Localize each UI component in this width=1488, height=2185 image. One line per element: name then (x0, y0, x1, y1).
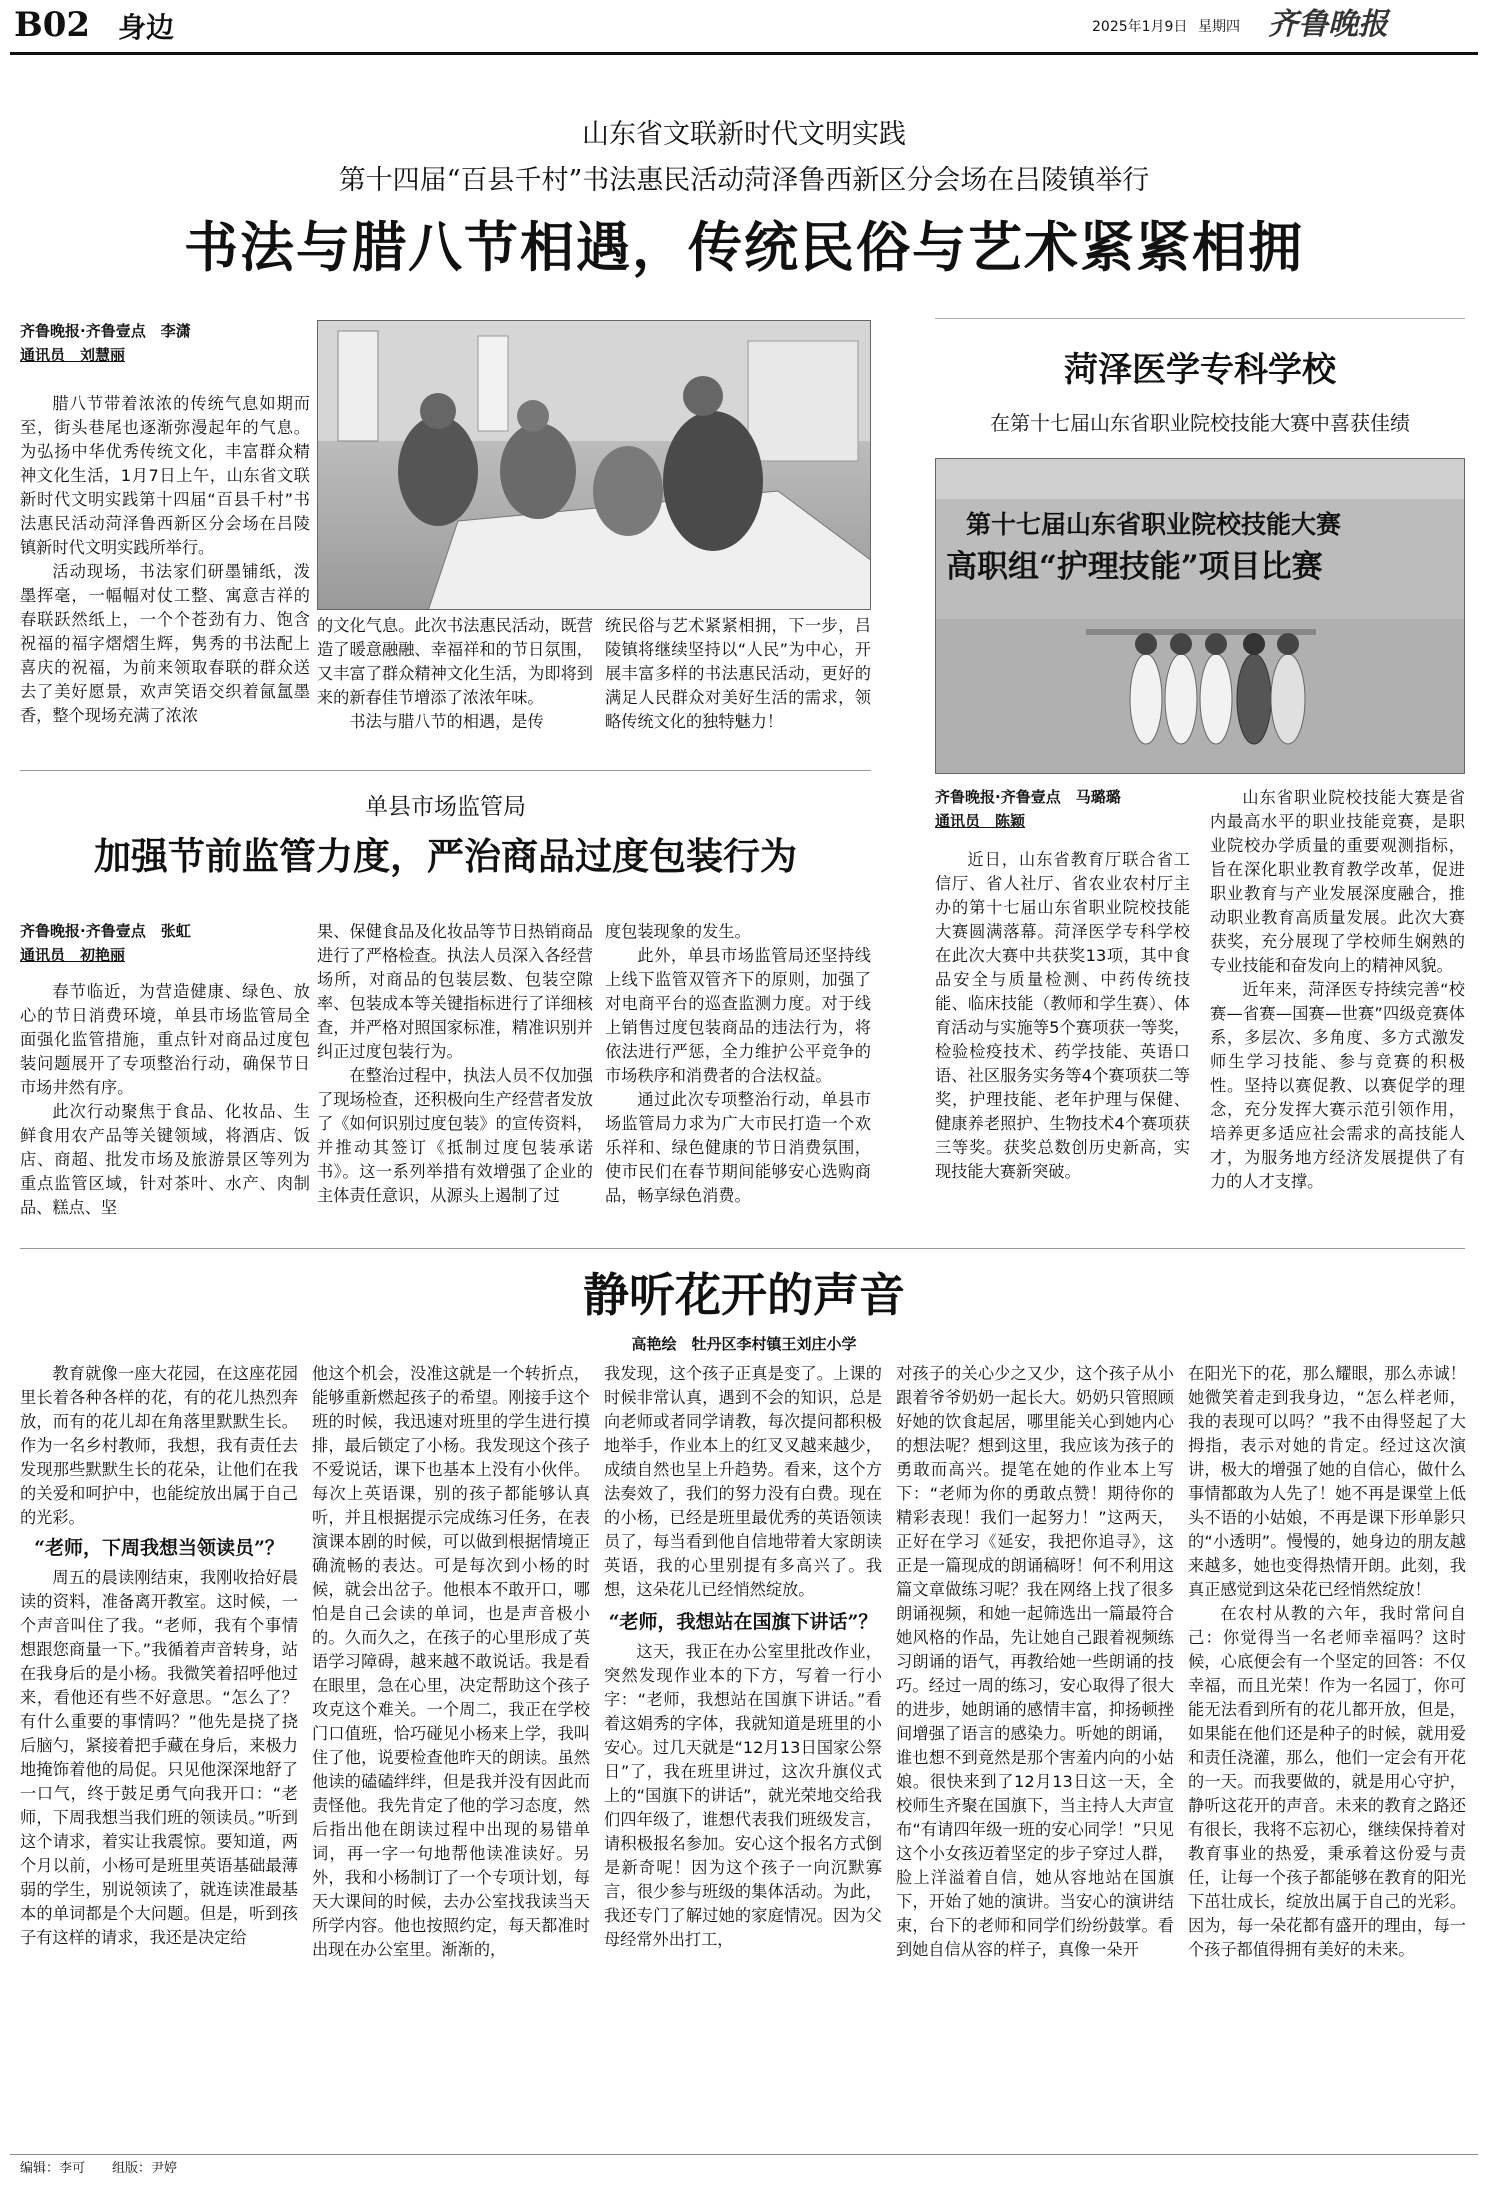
footer-rule (10, 2154, 1478, 2155)
a4-col-5 (1188, 1362, 1466, 2150)
a3-photo-competition (935, 458, 1465, 774)
footer-design: 组版：尹婷 (112, 2161, 178, 2176)
a4-subhead-1: “老师，下周我想当领读员”？ (34, 1537, 284, 1559)
a4-col-2 (312, 1362, 590, 2150)
a1-col-1 (20, 392, 310, 758)
a2-top-rule (20, 770, 871, 771)
a1-byline-reporter: 齐鲁晚报·齐鲁壹点 李潇 (20, 322, 191, 340)
a1-col-3 (605, 614, 871, 764)
a4-paragraph: 周五的晨读刚结束，我刚收拾好晨读的资料，准备离开教室。这时候，一个声音叫住了我。“老师，我有个事情想跟您商量一下。”我循着声音转身，站在我身后的是小杨。我微笑着招呼他过来，看他还有些不好意思。“怎么了？有什么重要的事情吗？”他先是挠了挠后脑勺，紧接着把手藏在身后，来极力地掩饰着他的局促。只见他深深地舒了一口气，终于鼓足勇气向我开口：“老师，下周我想当我们班的领读员。”听到这个请求，着实让我震惊。要知道，两个月以前，小杨可是班里英语基础最薄弱的学生，别说领读了，就连读准最基本的单词都是个大问题。但是，听到孩子有这样的请求，我还是决定给 (20, 1568, 298, 1947)
section-name: 身边 (118, 11, 175, 44)
a4-paragraph: 他这个机会，没准这就是一个转折点，能够重新燃起孩子的希望。刚接手这个班的时候，我迅速对班里的学生进行摸排，最后锁定了小杨。我发现这个孩子不爱说话，课下也基本上没有小伙伴。每次上英语课，别的孩子都能够认真听，并且根据提示完成练习任务，在表演课本剧的时候，可以做到根据情境正确流畅的表达。可是每次到小杨的时候，就会出岔子。他根本不敢开口，哪怕是自己会读的单词，也是声音极小的。久而久之，在孩子的心里形成了英语学习障碍，越来越不敢说话。我是看在眼里，急在心里，决定帮助这个孩子攻克这个难关。一个周二，我正在学校门口值班，恰巧碰见小杨来上学，我叫住了他，说要检查他昨天的朗读。虽然他读的磕磕绊绊，但是我并没有因此而责怪他。我先肯定了他的学习态度，然后指出他在朗读过程中出现的易错单词，再一字一句地帮他读准读好。另外，我和小杨制订了一个专项计划，每天大课间的时候，去办公室找我读当天所学内容。他也按照约定，每天都准时出现在办公室里。渐渐的， (312, 1364, 590, 1959)
a3-top-rule (935, 318, 1465, 319)
a1-kicker-1: 山东省文联新时代文明实践 (582, 119, 906, 150)
a4-subhead-2: “老师，我想站在国旗下讲话”？ (608, 1611, 878, 1633)
a3-subheadline: 在第十七届山东省职业院校技能大赛中喜获佳绩 (990, 411, 1410, 435)
banner-text-1: 第十七届山东省职业院校技能大赛 (966, 510, 1342, 539)
a2-col-2 (317, 920, 593, 1236)
a4-col-4 (896, 1362, 1174, 2150)
calligraphy-scene-image (318, 321, 871, 610)
a1-kicker-2: 第十四届“百县千村”书法惠民活动菏泽鲁西新区分会场在吕陵镇举行 (338, 165, 1150, 196)
a3-headline: 菏泽医学专科学校 (1064, 350, 1336, 390)
a4-paragraph: 对孩子的关心少之又少，这个孩子从小跟着爷爷奶奶一起长大。奶奶只管照顾好她的饮食起居，哪里能关心到她内心的想法呢？想到这里，我应该为孩子的勇敢而高兴。提笔在她的作业本上写下：“老师为你的勇敢点赞！期待你的精彩表现！我们一起努力！”这两天，正好在学习《延安，我把你追寻》，这正是一篇现成的朗诵稿呀！何不利用这篇文章做练习呢？我在网络上找了很多朗诵视频，和她一起筛选出一篇最符合她风格的作品，先让她自己跟着视频练习朗诵的语气，再教给她一些朗诵的技巧。经过一周的练习，安心取得了很大的进步，她朗诵的感情丰富，抑扬顿挫间增强了语言的感染力。听她的朗诵，谁也想不到竟然是那个害羞内向的小姑娘。很快来到了12月13日这一天，全校师生齐聚在国旗下，当主持人大声宣布“有请四年级一班的安心同学！”只见这个小女孩迈着坚定的步子穿过人群，脸上洋溢着自信，她从容地站在国旗下，开始了她的演讲。当安心的演讲结束，台下的老师和同学们纷纷鼓掌。看到她自信从容的样子，真像一朵开 (896, 1364, 1174, 1959)
a2-headline: 加强节前监管力度，严治商品过度包装行为 (94, 834, 797, 878)
a2-col-1 (20, 980, 310, 1236)
a3-paragraph: 近日，山东省教育厅联合省工信厅、省人社厅、省农业农村厅主办的第十七届山东省职业院校技能大赛圆满落幕。菏泽医学专科学校在此次大赛中共获奖13项，其中食品安全与质量检测、中药传统技能、临床技能（教师和学生赛）、体育活动与实施等5个赛项获一等奖，检验检疫技术、药学技能、英语口语、社区服务实务等4个赛项获二等奖，护理技能、老年护理与保健、健康养老照护、生物技术4个赛项获三等奖。获奖总数创历史新高，实现技能大赛新突破。 (935, 850, 1190, 1181)
footer-editor: 编辑：李可 (20, 2161, 86, 2176)
a4-top-rule (20, 1248, 1465, 1249)
a2-byline-correspondent: 通讯员 初艳丽 (20, 946, 126, 964)
newspaper-logo: 齐鲁晚报 (1268, 7, 1388, 42)
a2-paragraph: 果、保健食品及化妆品等节日热销商品进行了严格检查。执法人员深入各经营场所，对商品的包装层数、包装空隙率、包装成本等关键指标进行了详细核查，并严格对照国家标准，精准识别并纠正过度包装行为。 (317, 922, 593, 1061)
a1-paragraph: 的文化气息。此次书法惠民活动，既营造了暖意融融、幸福祥和的节日氛围，又丰富了群众精神文化生活，为即将到来的新春佳节增添了浓浓年味。 (317, 616, 593, 707)
a1-byline-correspondent: 通讯员 刘慧丽 (20, 346, 126, 364)
a3-byline-reporter: 齐鲁晚报·齐鲁壹点 马璐璐 (935, 788, 1121, 806)
a1-paragraph: 活动现场，书法家们研墨铺纸，泼墨挥毫，一幅幅对仗工整、寓意吉祥的春联跃然纸上，一个个苍劲有力、饱含祝福的福字熠熠生辉，隽秀的书法配上喜庆的祝福，为前来领取春联的群众送去了美好愿景，欢声笑语交织着氤氲墨香，整个现场充满了浓浓 (20, 562, 310, 725)
a4-author: 高艳绘 牡丹区李村镇王刘庄小学 (631, 1335, 857, 1353)
a4-paragraph: 我发现，这个孩子正真是变了。上课的时候非常认真，遇到不会的知识，总是向老师或者同学请教，每次提问都积极地举手，作业本上的红叉叉越来越少，成绩自然也呈上升趋势。看来，这个方法奏效了，我们的努力没有白费。现在的小杨，已经是班里最优秀的英语领读员了，每当看到他自信地带着大家朗读英语，我的心里别提有多高兴了。我想，这朵花儿已经悄然绽放。 (604, 1364, 882, 1599)
a3-col-2 (1210, 786, 1465, 1236)
a2-col-3 (605, 920, 871, 1236)
a4-paragraph: 这天，我正在办公室里批改作业，突然发现作业本的下方，写着一行小字：“老师，我想站在国旗下讲话。”看着这娟秀的字体，我就知道是班里的小安心。过几天就是“12月13日国家公祭日”了，我在班里讲过，这次升旗仪式上的“国旗下的讲话”，就光荣地交给我们四年级了，谁想代表我们班级发言，请积极报名参加。安心这个报名方式倒是新奇呢！因为这个孩子一向沉默寡言，很少参与班级的集体活动。为此，我还专门了解过她的家庭情况。因为父母经常外出打工， (604, 1642, 882, 1949)
a3-byline-correspondent: 通讯员 陈颖 (935, 812, 1026, 830)
a2-kicker: 单县市场监管局 (365, 794, 526, 820)
page-code: B02 (14, 5, 91, 45)
a1-col-2 (317, 614, 593, 764)
header-rule (10, 52, 1478, 55)
issue-date: 2025年1月9日 (1092, 19, 1188, 35)
a1-paragraph: 书法与腊八节的相遇，是传 (349, 712, 544, 731)
banner-text-2: 高职组“护理技能”项目比赛 (946, 549, 1323, 585)
a2-paragraph: 通过此次专项整治行动，单县市场监管局力求为广大市民打造一个欢乐祥和、绿色健康的节日消费氛围，使市民们在春节期间能够安心选购商品，畅享绿色消费。 (605, 1090, 871, 1205)
a4-col-3 (604, 1362, 882, 2150)
a1-paragraph: 统民俗与艺术紧紧相拥，下一步，吕陵镇将继续坚持以“人民”为中心，开展丰富多样的书法惠民活动，更好的满足人民群众对美好生活的需求，领略传统文化的独特魅力！ (605, 616, 871, 731)
a2-paragraph: 此次行动聚焦于食品、化妆品、生鲜食用农产品等关键领域，将酒店、饭店、商超、批发市场及旅游景区等列为重点监管区域，针对茶叶、水产、肉制品、糕点、坚 (20, 1102, 310, 1217)
a4-headline: 静听花开的声音 (583, 1268, 905, 1322)
a1-headline: 书法与腊八节相遇，传统民俗与艺术紧紧相拥 (184, 215, 1304, 279)
a2-paragraph: 此外，单县市场监管局还坚持线上线下监管双管齐下的原则，加强了对电商平台的巡查监测力度。对于线上销售过度包装商品的违法行为，将依法进行严惩，全力维护公平竞争的市场秩序和消费者的合法权益。 (605, 946, 871, 1085)
a4-col-1 (20, 1362, 298, 2150)
a1-photo-calligraphy (317, 320, 871, 610)
a2-paragraph: 春节临近，为营造健康、绿色、放心的节日消费环境，单县市场监管局全面强化监管措施，重点针对商品过度包装问题展开了专项整治行动，确保节日市场井然有序。 (20, 982, 310, 1097)
a2-paragraph: 度包装现象的发生。 (605, 922, 751, 941)
a3-paragraph: 近年来，菏泽医专持续完善“校赛—省赛—国赛—世赛”四级竞赛体系，多层次、多角度、多方式激发师生学习技能、参与竞赛的积极性。坚持以赛促教、以赛促学的理念，充分发挥大赛示范引领作用，培养更多适应社会需求的高技能人才，为服务地方经济发展提供了有力的人才支撑。 (1210, 980, 1465, 1191)
a3-paragraph: 山东省职业院校技能大赛是省内最高水平的职业技能竞赛，是职业院校办学质量的重要观测指标，旨在深化职业教育教学改革，促进职业教育与产业发展深度融合，推动职业教育高质量发展。此次大赛获奖，充分展现了学校师生娴熟的专业技能和奋发向上的精神风貌。 (1210, 788, 1465, 975)
a4-paragraph: 教育就像一座大花园，在这座花园里长着各种各样的花，有的花儿热烈奔放，而有的花儿却在角落里默默生长。作为一名乡村教师，我想，我有责任去发现那些默默生长的花朵，让他们在我的关爱和呵护中，也能绽放出属于自己的光彩。 (20, 1364, 298, 1527)
issue-weekday: 星期四 (1198, 19, 1240, 35)
a4-paragraph: 在农村从教的六年，我时常问自己：你觉得当一名老师幸福吗？这时候，心底便会有一个坚定的回答：不仅幸福，而且光荣！作为一名园丁，你可能无法看到所有的花儿都开放，但是，如果能在他们还是种子的时候，就用爱和责任浇灌，那么，他们一定会有开花的一天。而我要做的，就是用心守护，静听这花开的声音。未来的教育之路还有很长，我将不忘初心，继续保持着对教育事业的热爱，秉承着这份爱与责任，让每一个孩子都能够在教育的阳光下茁壮成长，绽放出属于自己的光彩。因为，每一朵花都有盛开的理由，每一个孩子都值得拥有美好的未来。 (1188, 1604, 1466, 1959)
a1-paragraph: 腊八节带着浓浓的传统气息如期而至，街头巷尾也逐渐弥漫起年的气息。为弘扬中华优秀传统文化，丰富群众精神文化生活，1月7日上午，山东省文联新时代文明实践第十四届“百县千村”书法惠民活动菏泽鲁西新区分会场在吕陵镇新时代文明实践所举行。 (20, 394, 310, 557)
a3-col-1 (935, 848, 1190, 1236)
competition-scene-image (936, 459, 1465, 774)
a4-paragraph: 在阳光下的花，那么耀眼，那么赤诚！她微笑着走到我身边，“怎么样老师，我的表现可以吗？”我不由得竖起了大拇指，表示对她的肯定。经过这次演讲，极大的增强了她的自信心，做什么事情都敢为人先了！她不再是课堂上低头不语的小姑娘，不再是课下形单影只的“小透明”。慢慢的，她身边的朋友越来越多，她也变得热情开朗。此刻，我真正感觉到这朵花已经悄然绽放！ (1188, 1364, 1466, 1599)
a2-paragraph: 在整治过程中，执法人员不仅加强了现场检查，还积极向生产经营者发放了《如何识别过度包装》的宣传资料，并推动其签订《抵制过度包装承诺书》。这一系列举措有效增强了企业的主体责任意识，从源头上遏制了过 (317, 1066, 593, 1205)
a2-byline-reporter: 齐鲁晚报·齐鲁壹点 张虹 (20, 922, 191, 940)
